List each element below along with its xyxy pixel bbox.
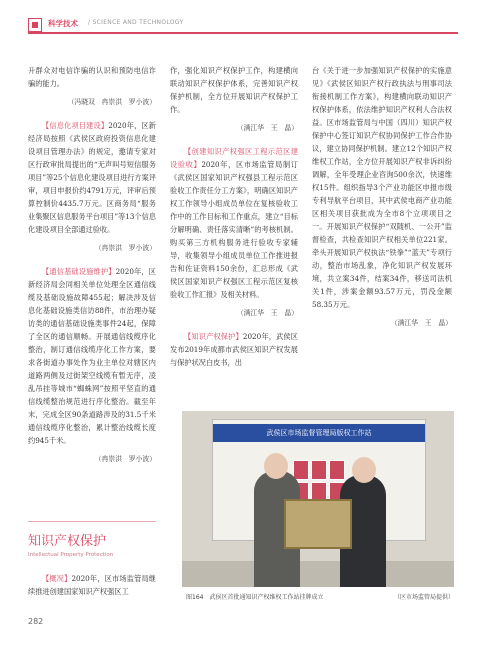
entry-heading: 【概况】 [42, 574, 72, 583]
news-photo [182, 411, 454, 587]
header-divider [28, 32, 458, 34]
author-credit: （满江华 王 晶） [236, 309, 298, 317]
paragraph [170, 330, 298, 369]
column-1-bottom [28, 572, 156, 600]
entry-heading: 【信息化项目建设】 [42, 121, 109, 130]
entry-heading: 【创建知识产权强区工程示范区建设验收】 [170, 147, 298, 169]
entry-heading: 【通信基础设施维护】 [42, 267, 116, 276]
entry-heading: 【知识产权保护】 [184, 332, 243, 341]
caption-credit: （区市场监管局提供） [393, 594, 454, 601]
section-heading-en: Intellectual Property Protection [28, 552, 114, 558]
paragraph [170, 145, 298, 301]
section-logo-icon [28, 18, 42, 32]
floor [182, 561, 454, 587]
author-credit: （满江华 王 晶） [236, 124, 298, 132]
portrait-thumbnail [311, 460, 327, 480]
paragraph-text: 2020年，区新经济局会同相关单位处理全区通信线缆及基础设施故障455起；解决涉及信息化基础设施类信访88件，市治理办疑访类的通信基础设施类事件24起，保障了全区的通信顺畅。开展通信线缆序化整治，制订通信线缆序化工作方案，要求各街道办事处作为业主单位对辖区内道路两侧及过街架空线缆有暂无序，凌乱吊挂等城市“蜘蛛网”按照平坚直的通信线缆整治规范进行序化整治。截至年末，完成全区90条道路涉及的31.5千米通信线缆序化整治，累计整治线缆长度约945千米。 [28, 267, 156, 445]
section-title-cn: 科学技术 [48, 19, 78, 28]
paragraph-text: 2020年，区市场监管局继续推进创建国家知识产权强区工 [28, 574, 156, 596]
section-heading [28, 521, 156, 558]
photo-caption [186, 592, 454, 601]
paragraph [28, 119, 156, 236]
column-1 [28, 64, 156, 476]
paragraph: 升群众对电信诈骗的认识和预防电信诈骗的能力。 [28, 66, 156, 88]
paragraph [28, 572, 156, 598]
section-heading-cn: 知识产权保护 [28, 534, 107, 549]
page-number: 282 [28, 617, 44, 626]
column-3 [312, 64, 452, 340]
paragraph: 作，强化知识产权保护工作，构建横向联动知识产权保护体系，完善知识产权保护机制，全方位开展知识产权保护工作。 [170, 66, 298, 114]
author-credit: （满江华 王 晶） [390, 319, 452, 327]
paragraph-text: 2020年，区市场监管局制订《武侯区国家知识产权强县工程示范区验收工作责任分工方案》，明确区知识产权工作领导小组成员单位在复核验收工作中的工作目标和工作重点，建立“目标分解明确、责任落实清晰”的考核机制。购买第三方机构服务进行验收专家辅导，收集领导小组成员单位工作推进报告和佐证资料150余份，汇总形成《武侯区国家知识产权强区工程示范区复核验收工作汇报》及相关材料。 [170, 160, 298, 299]
column-2 [170, 64, 298, 371]
portrait-thumbnail [293, 460, 309, 480]
section-title-en: / SCIENCE AND TECHNOLOGY [88, 19, 184, 26]
author-credit: （冉崇洪 罗小波） [94, 455, 156, 463]
author-credit: （冉崇洪 罗小波） [94, 244, 156, 252]
portrait-thumbnail [329, 460, 345, 480]
paragraph [28, 265, 156, 447]
board-title: 武侯区市场监督管理局版权工作站 [213, 424, 425, 442]
caption-text: 图164 武侯区首批通知识产权维权工作站挂牌成立 [186, 594, 324, 601]
person-right-head [352, 457, 376, 483]
person-left-head [264, 453, 288, 479]
page-header [0, 0, 480, 56]
paragraph-text: 2020年，区新经济局按照《武侯区政府投资信息化建设项目管理办法》的规定，邀请专家对区行政审批局提出的“无声叫号短信服务项目”等25个信息化建设项目进行方案评审，项目申报价约4791万元，评审后预算控制价4435.7万元。区商务局“服务业集聚区信息服务平台项目”等13个信息化建设项目全部通过验收。 [28, 121, 156, 234]
author-credit: （冯晓双 冉崇洪 罗小波） [67, 98, 156, 106]
award-plaque [284, 499, 352, 549]
paragraph-text: 2020年，武侯区发布2019年成都市武侯区知识产权发展与保护状况白皮书，出 [170, 332, 298, 367]
paragraph: 台《关于进一步加强知识产权保护的实施意见》《武侯区知识产权行政执法与刑事司法衔接机制工作方案》，构建横向联动知识产权保护体系，依法维护知识产权利人合法权益。区市场监管局与中国（四川）知识产权保护中心签订知识产权协同保护工作合作协议，建立协同保护机制。建立12个知识产权维权工作站，全方位开展知识产权非诉纠纷调解，全年受理企业咨询500余次，快速维权15件。组织指导3个产业功能区申报市级专利导航平台项目，其中武侯电商产业功能区相关项目获批成为全市8个立项项目之一。开展知识产权保护“双随机、一公开”监督检查，共检查知识产权相关单位221家。牵头开展知识产权执法“铁拳”“蓝天”专项行动，整治市场乱象，净化知识产权发展环境，共立案34件，结案34件，移送司法机关1件，涉案金额93.57万元，罚没金额58.35万元。 [312, 66, 452, 309]
